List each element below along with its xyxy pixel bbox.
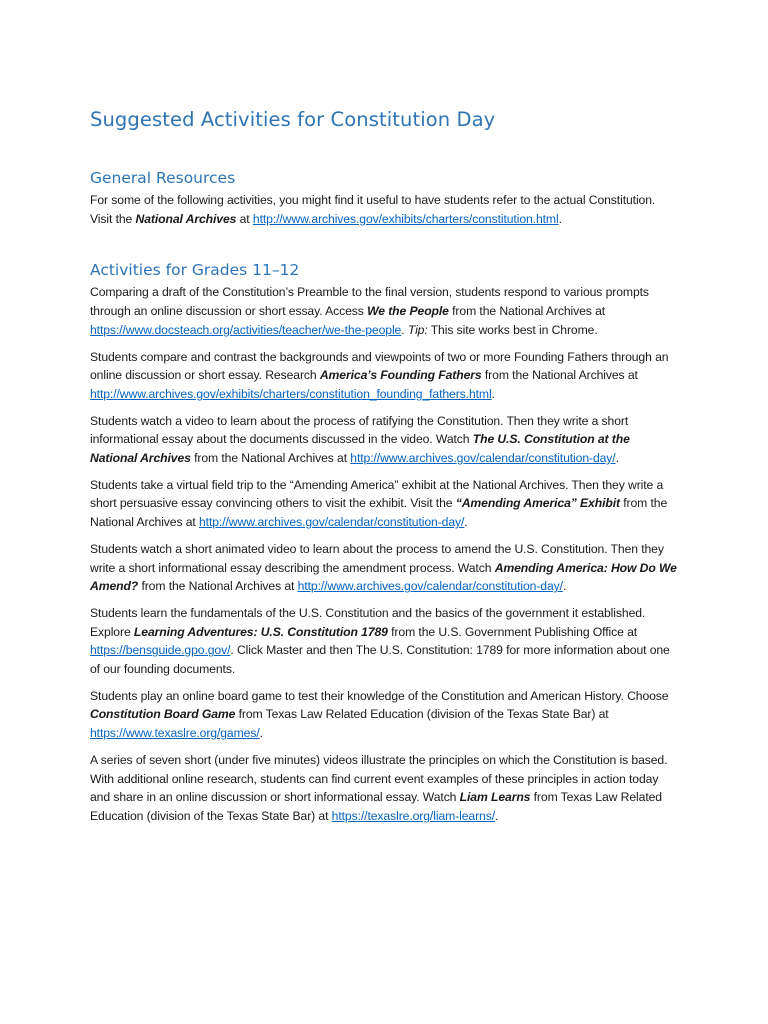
activity-paragraph xyxy=(90,476,680,532)
activity-paragraph xyxy=(90,412,680,468)
activity-link[interactable]: http://www.archives.gov/exhibits/charters/constitution_founding_fathers.html xyxy=(90,386,492,401)
activity-paragraph xyxy=(90,604,680,679)
activity-paragraph xyxy=(90,687,680,743)
activity-link[interactable]: https://www.texaslre.org/games/ xyxy=(90,726,260,741)
activity-text: from the National Archives at xyxy=(138,579,298,594)
activity-text: from the National Archives at xyxy=(90,496,668,530)
tip-label: Tip: xyxy=(407,322,428,337)
activity-text: Students play an online board game to test their knowledge of the Constitution and American History. Choose xyxy=(90,688,669,703)
activity-text: . xyxy=(259,726,263,741)
general-resources-heading: General Resources xyxy=(90,169,236,187)
activity-title: We the People xyxy=(367,304,449,319)
activity-text: Students compare and contrast the backgrounds and viewpoints of two or more Founding Fathers through an online discussion or short essay. Research xyxy=(90,349,669,383)
activity-paragraph xyxy=(90,540,680,596)
general-intro-period: . xyxy=(558,211,562,226)
activity-link[interactable]: https://bensguide.gpo.gov/ xyxy=(90,643,231,658)
activity-text: . xyxy=(491,386,495,401)
activity-link[interactable]: http://www.archives.gov/calendar/constitution-day/ xyxy=(297,579,563,594)
activity-text: Students watch a short animated video to learn about the process to amend the U.S. Constitution. Then they write a short informational essay describing the amendment process. Watch xyxy=(90,541,664,575)
general-intro-text: For some of the following activities, you might find it useful to have students refer to the actual Constitution. Visit the xyxy=(90,193,656,226)
activity-text: A series of seven short (under five minutes) videos illustrate the principles on which the Constitution is based. With additional online research, students can find current event examples of these principles in action today and share in an online discussion or short informational essay. Watch xyxy=(90,752,668,805)
activity-text: from Texas Law Related Education (division of the Texas State Bar) at xyxy=(90,790,662,823)
activity-link[interactable]: http://www.archives.gov/calendar/constitution-day/ xyxy=(199,515,465,530)
activity-text: from the U.S. Government Publishing Office at xyxy=(387,624,638,639)
activity-link[interactable]: https://www.docsteach.org/activities/teacher/we-the-people xyxy=(90,322,402,337)
activity-text: . xyxy=(562,579,567,594)
activity-title: Constitution Board Game xyxy=(90,707,236,722)
grades-11-12-heading: Activities for Grades 11–12 xyxy=(90,261,300,280)
activity-text: from the National Archives at xyxy=(448,304,606,319)
activity-title: “Amending America” Exhibit xyxy=(455,496,620,511)
activity-text: This site works best in Chrome. xyxy=(427,322,598,337)
activity-text: . xyxy=(615,451,619,466)
page-title: Suggested Activities for Constitution Day xyxy=(90,108,496,131)
activity-text: . Click Master and then The U.S. Constitution: 1789 for more information about one of our founding documents. xyxy=(90,643,670,677)
activity-text: . xyxy=(495,808,499,823)
general-intro-emphasis: National Archives xyxy=(135,211,237,226)
activity-link[interactable]: http://www.archives.gov/calendar/constitution-day/ xyxy=(350,451,616,466)
archives-constitution-link[interactable]: http://www.archives.gov/exhibits/charters/constitution.html xyxy=(252,211,559,226)
activity-text: from the National Archives at xyxy=(190,451,351,466)
activity-paragraph xyxy=(90,283,680,339)
activity-text: Students learn the fundamentals of the U.S. Constitution and the basics of the government it established. Explore xyxy=(90,605,646,639)
activity-paragraph xyxy=(90,348,680,404)
general-intro-text-2: at xyxy=(236,211,253,226)
activity-text: Students take a virtual field trip to the “Amending America” exhibit at the National Archives. Then they write a short persuasive essay convincing others to visit the exhibit. Visit the xyxy=(90,477,664,511)
activity-text: from Texas Law Related Education (division of the Texas State Bar) at xyxy=(235,707,609,722)
activity-title: Learning Adventures: U.S. Constitution 1789 xyxy=(133,624,388,639)
activity-title: The U.S. Constitution at the National Archives xyxy=(90,432,630,466)
activity-title: Liam Learns xyxy=(459,790,531,805)
activity-text: from the National Archives at xyxy=(481,368,638,383)
activity-paragraph xyxy=(90,751,680,826)
general-resources-paragraph xyxy=(90,191,680,228)
activity-text: Comparing a draft of the Constitution’s Preamble to the final version, students respond to various prompts through an online discussion or short essay. Access xyxy=(90,285,649,319)
activity-title: America’s Founding Fathers xyxy=(319,368,482,383)
activity-link[interactable]: https://texaslre.org/liam-learns/ xyxy=(331,808,495,823)
document-page xyxy=(90,106,680,834)
activity-text: Students watch a video to learn about the process of ratifying the Constitution. Then they write a short informational essay about the documents discussed in the video. Watch xyxy=(90,413,629,447)
activity-text: . xyxy=(401,322,408,337)
activity-title: Amending America: How Do We Amend? xyxy=(90,560,677,594)
activity-text: . xyxy=(464,515,468,530)
